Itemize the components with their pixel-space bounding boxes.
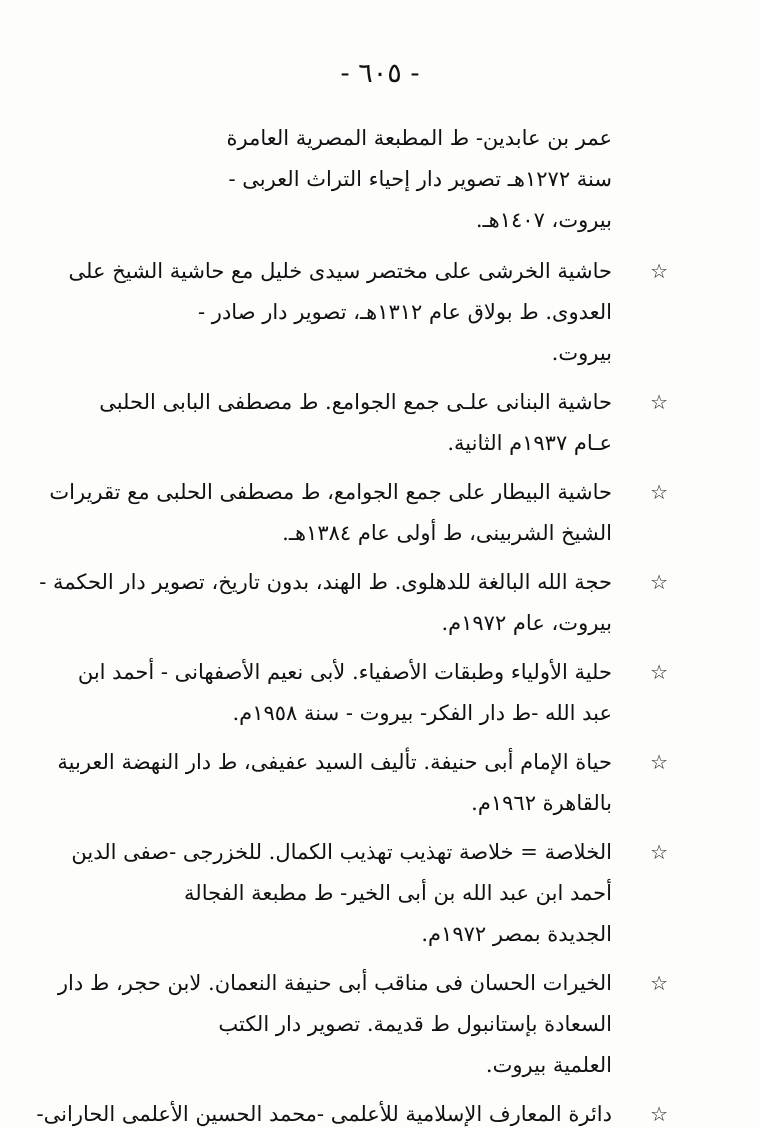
bibliography-entry xyxy=(71,832,668,955)
entry-line: بيروت، ١٤٠٧هـ. xyxy=(475,208,612,232)
entry-line: عمر بن عابدين- ط المطبعة المصرية العامرة xyxy=(226,126,612,150)
entry-line: العدوى. ط بولاق عام ١٣١٢هـ، تصوير دار صادر - xyxy=(198,300,612,324)
star-bullet-icon: ☆ xyxy=(650,480,668,504)
entry-line: الخيرات الحسان فى مناقب أبى حنيفة النعمان. لابن حجر، ط دار xyxy=(57,971,612,995)
entry-line: الخلاصة = خلاصة تهذيب تهذيب الكمال. للخزرجى -صفى الدين xyxy=(71,840,612,864)
entry-line: السعادة بإستانبول ط قديمة. تصوير دار الكتب xyxy=(218,1012,612,1036)
entry-line: بالقاهرة ١٩٦٢م. xyxy=(471,791,612,815)
star-bullet-icon: ☆ xyxy=(650,840,668,864)
star-bullet-icon: ☆ xyxy=(650,390,668,414)
bibliography-entry xyxy=(77,652,668,734)
bibliography-entry xyxy=(68,251,668,374)
star-bullet-icon: ☆ xyxy=(650,259,668,283)
entry-line: عـام ١٩٣٧م الثانية. xyxy=(447,431,612,455)
entry-line: حاشية البيطار على جمع الجوامع، ط مصطفى الحلبى مع تقريرات xyxy=(49,480,612,504)
entry-line: حاشية البنانى علـى جمع الجوامع. ط مصطفى البابى الحلبى xyxy=(99,390,612,414)
entry-line: حجة الله البالغة للدهلوى. ط الهند، بدون تاريخ، تصوير دار الحكمة - xyxy=(39,570,612,594)
bibliography-entry xyxy=(57,742,668,824)
entry-line: حلية الأولياء وطبقات الأصفياء. لأبى نعيم الأصفهانى - أحمد ابن xyxy=(77,660,612,684)
bibliography-entry-continuation xyxy=(108,118,668,241)
bibliography-entry xyxy=(99,382,668,464)
star-bullet-icon: ☆ xyxy=(650,660,668,684)
entry-line: الجديدة بمصر ١٩٧٢م. xyxy=(421,922,612,946)
entry-line: حياة الإمام أبى حنيفة. تأليف السيد عفيفى، ط دار النهضة العربية xyxy=(57,750,612,774)
page-number: - ٦٠٥ - xyxy=(340,58,420,89)
bibliography-entry xyxy=(39,562,668,644)
star-bullet-icon: ☆ xyxy=(650,570,668,594)
entry-line: الشيخ الشربينى، ط أولى عام ١٣٨٤هـ. xyxy=(282,521,612,545)
bibliography-entry xyxy=(36,1094,668,1135)
entry-line: بيروت. xyxy=(551,341,612,365)
bibliography-entry xyxy=(57,963,668,1086)
star-bullet-icon: ☆ xyxy=(650,971,668,995)
entry-line: أحمد ابن عبد الله بن أبى الخير- ط مطبعة الفجالة xyxy=(184,881,612,905)
entry-line: عبد الله -ط دار الفكر- بيروت - سنة ١٩٥٨م. xyxy=(232,701,612,725)
bibliography-list xyxy=(36,118,668,1143)
star-bullet-icon: ☆ xyxy=(650,1102,668,1126)
entry-line: العلمية بيروت. xyxy=(485,1053,612,1077)
entry-line: دائرة المعارف الإسلامية للأعلمى -محمد الحسين الأعلمى الحارانى- xyxy=(36,1102,612,1126)
entry-line: حاشية الخرشى على مختصر سيدى خليل مع حاشية الشيخ على xyxy=(68,259,612,283)
entry-line: سنة ١٢٧٢هـ تصوير دار إحياء التراث العربى - xyxy=(228,167,612,191)
entry-line: بيروت، عام ١٩٧٢م. xyxy=(441,611,612,635)
star-bullet-icon: ☆ xyxy=(650,750,668,774)
bibliography-entry xyxy=(49,472,668,554)
